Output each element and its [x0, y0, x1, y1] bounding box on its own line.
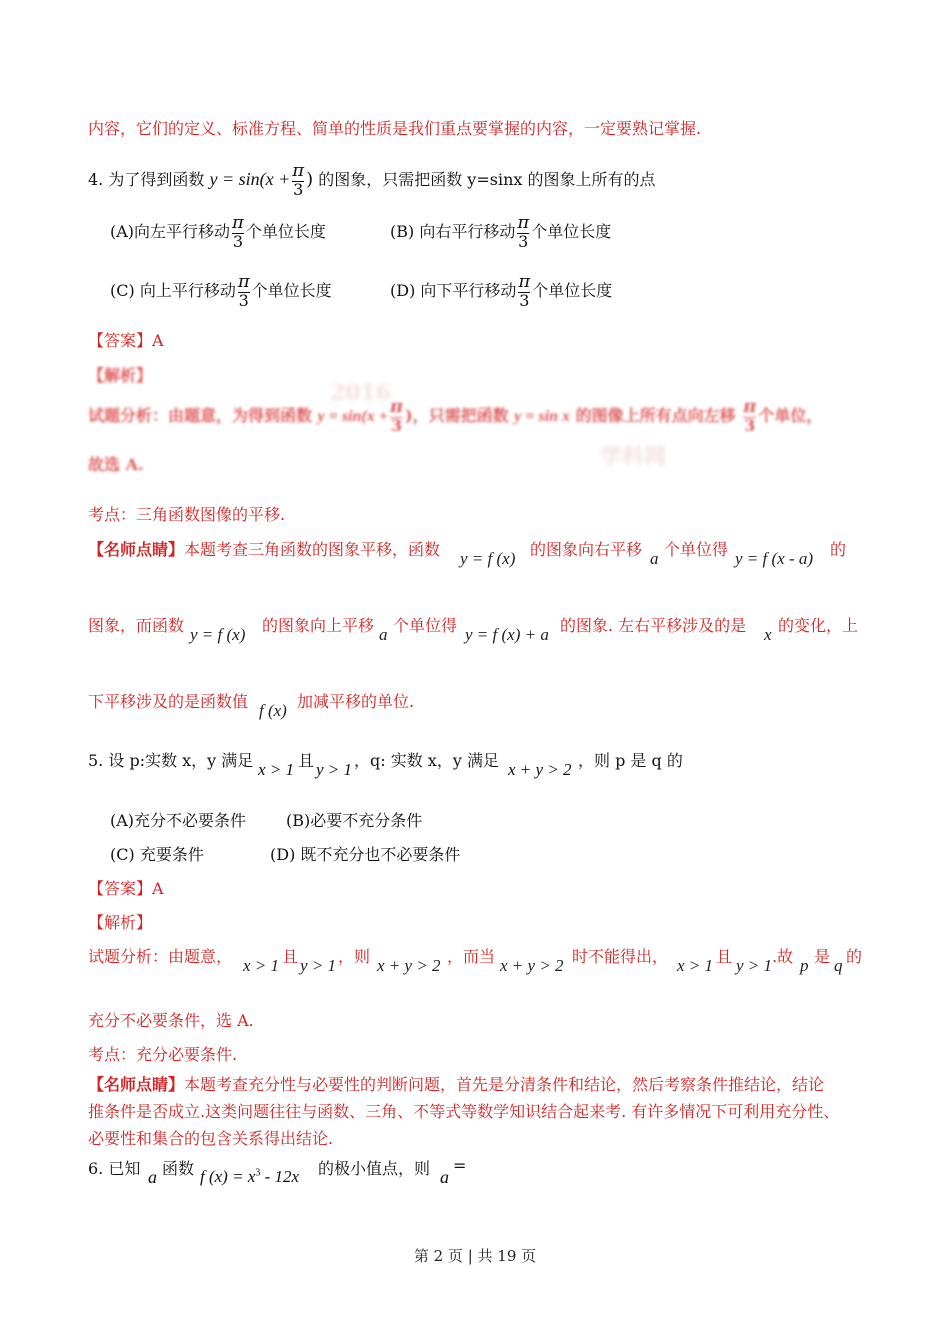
- q4-tip-text-2e: 的变化，上: [778, 616, 859, 635]
- q4-option-a: [110, 214, 326, 251]
- q4-tip-f2: y = f (x - a): [735, 549, 814, 568]
- q4-func: y = sin(x +: [209, 168, 291, 189]
- q5-tip-line2: 推条件是否成立.这类问题往往与函数、三角、不等式等数学知识结合起来考. 有许多情况下可利用充分性、: [88, 1102, 840, 1121]
- q4-tip-f1: y = f (x): [460, 549, 516, 568]
- q4-option-a-label: (A)向左平行移动: [110, 221, 231, 241]
- q4-analysis-prefix: 试题分析：由题意，为得到函数: [88, 405, 313, 425]
- q5-stem-c: ，则 p 是 q 的: [578, 751, 683, 770]
- q4-option-d-frac: $\frac{\pi}{3}$: [518, 271, 531, 310]
- q4-stem-prefix: 4. 为了得到函数: [88, 169, 205, 189]
- q5-an-sum2: x + y > 2: [500, 956, 564, 975]
- q5-an-x2: x > 1: [677, 956, 714, 975]
- q4-tip-fx: f (x): [259, 701, 287, 720]
- q5-analysis-line2: 充分不必要条件，选 A.: [88, 1011, 254, 1030]
- q4-frac-den: 3: [293, 179, 304, 199]
- q4-option-b-frac: $\frac{\pi}{3}$: [517, 212, 530, 251]
- q5-an-y1: y > 1: [300, 956, 337, 975]
- q4-tip-a: a: [650, 549, 659, 568]
- q4-tip-a2: a: [379, 625, 388, 644]
- q5-option-d: (D) 既不充分也不必要条件: [270, 845, 461, 864]
- q4-tip-text-3a: 下平移涉及的是函数值: [88, 692, 249, 711]
- q4-option-d-suffix: 个单位长度: [532, 280, 613, 300]
- q6-a2: a: [440, 1167, 449, 1187]
- q5-an-de: 的: [846, 947, 863, 966]
- q4-option-c-suffix: 个单位长度: [251, 280, 332, 300]
- q5-an-y2: y > 1: [736, 956, 773, 975]
- q5-stem-a: 5. 设 p:实数 x，y 满足: [88, 751, 254, 770]
- q5-an-qie1: 且: [282, 947, 299, 966]
- q5-kaodian: 考点：充分必要条件.: [88, 1045, 238, 1064]
- q5-cond-x: x > 1: [258, 760, 295, 779]
- q5-an-gu: .故: [772, 947, 794, 966]
- q4-option-a-suffix: 个单位长度: [245, 221, 326, 241]
- q4-stem-suffix: 的图象，只需把函数 y=sinx 的图象上所有的点: [318, 169, 656, 189]
- q4-tip-text-2b: 的图象向上平移: [262, 616, 375, 635]
- q4-tip-text-1c: 个单位得: [664, 540, 729, 559]
- q4-tip-line1: [88, 537, 440, 560]
- q4-option-b-suffix: 个单位长度: [531, 221, 612, 241]
- q4-tip-f1b: y = f (x): [190, 625, 246, 644]
- q4-analysis-func1: y = sin(x +: [317, 407, 388, 425]
- q5-an-q: q: [834, 956, 843, 975]
- q4-analysis-choice: 故选 A.: [88, 455, 144, 474]
- q4-tip-text-3b: 加减平移的单位.: [297, 692, 415, 711]
- q4-frac-num: π: [292, 160, 305, 181]
- q4-tip-label: 【名师点睛】: [88, 540, 185, 559]
- q4-answer: 【答案】A: [88, 331, 164, 350]
- q4-frac: [292, 162, 304, 199]
- q5-tip-line1: [88, 1072, 824, 1095]
- q4-option-c-frac: $\frac{\pi}{3}$: [237, 271, 250, 310]
- q5-an-x1: x > 1: [243, 956, 280, 975]
- q4-analysis-func2: y = sin x: [514, 407, 570, 425]
- q6-eq: =: [453, 1156, 467, 1175]
- q5-option-a: (A)充分不必要条件: [110, 811, 247, 830]
- q4-tip-x: x: [764, 625, 772, 644]
- q4-tip-text-2d: 的图象. 左右平移涉及的是: [560, 616, 747, 635]
- q5-tip-label: 【名师点睛】: [88, 1075, 185, 1094]
- q4-watermark-year: 2016: [330, 380, 392, 406]
- q5-analysis-title: 【解析】: [88, 913, 153, 932]
- q4-tip-text-2a: 图象，而函数: [88, 616, 185, 635]
- q4-option-d-label: (D) 向下平行移动: [390, 280, 517, 300]
- q5-option-b: (B)必要不充分条件: [286, 811, 423, 830]
- q5-qie: 且: [298, 751, 315, 770]
- q4-analysis-title: 【解析】: [88, 366, 153, 385]
- q5-tip-text-1: 本题考查充分性与必要性的判断问题，首先是分清条件和结论，然后考察条件推结论，结论: [184, 1075, 825, 1094]
- q4-tip-text-1d: 的: [830, 540, 847, 559]
- q6-stem-b: 函数: [162, 1159, 195, 1178]
- q5-an-er: ，而当: [447, 947, 496, 966]
- q4-kaodian: 考点：三角函数图像的平移.: [88, 505, 286, 524]
- q4-analysis-line1: 试题分析：由题意，为得到函数 y = sin(x + $\frac{\pi}{3}$ )，只需把函数 y = sin x 的图像上所有点向左移 $\frac{\pi}{3}$ 个单位，: [88, 396, 823, 435]
- q5-an-ze: ，则: [338, 947, 371, 966]
- q4-tip-text-1b: 的图象向右平移: [530, 540, 643, 559]
- page-footer: 第 2 页 | 共 19 页: [413, 1247, 537, 1265]
- q4-analysis-mid: ，只需把函数: [412, 405, 509, 425]
- q5-an-sum1: x + y > 2: [377, 956, 441, 975]
- q4-tip-text-1a: 本题考查三角函数的图象平移，函数: [184, 540, 441, 559]
- q6-func: [200, 1167, 299, 1187]
- q5-an-p: p: [800, 956, 809, 975]
- q6-func-tail: - 12x: [264, 1167, 300, 1186]
- intro-line: 内容，它们的定义、标准方程、简单的性质是我们重点要掌握的内容，一定要熟记掌握.: [88, 119, 702, 138]
- q5-tip-line3: 必要性和集合的包含关系得出结论.: [88, 1129, 334, 1148]
- q4-option-a-frac: $\frac{\pi}{3}$: [232, 212, 244, 251]
- q4-tip-f3: y = f (x) + a: [465, 625, 549, 644]
- q4-analysis-unit: 个单位，: [758, 405, 823, 425]
- q5-stem-b: ，q: 实数 x，y 满足: [354, 751, 499, 770]
- q6-func-main: f (x) = x: [200, 1167, 256, 1186]
- q5-answer: 【答案】A: [88, 879, 164, 898]
- q5-an-b: 时不能得出，: [572, 947, 669, 966]
- q4-tip-text-2c: 个单位得: [393, 616, 458, 635]
- q5-cond-y: y > 1: [316, 760, 353, 779]
- q4-watermark-brand: 学科网: [600, 444, 667, 470]
- q4-option-d: [390, 273, 612, 310]
- q4-option-c: [110, 273, 332, 310]
- q4-func-close: ): [306, 168, 314, 190]
- q6-stem-a: 6. 已知: [88, 1159, 141, 1178]
- q4-option-b: [390, 214, 611, 251]
- q4-analysis-tail: 的图像上所有点向左移: [575, 405, 736, 425]
- q5-analysis-a: 试题分析：由题意，: [88, 947, 233, 966]
- q5-an-shi: 是: [814, 947, 831, 966]
- q4-stem: [88, 162, 655, 199]
- q5-option-c: (C) 充要条件: [110, 845, 204, 864]
- q5-cond-sum: x + y > 2: [508, 760, 572, 779]
- q4-option-b-label: (B) 向右平行移动: [390, 221, 516, 241]
- q4-option-c-label: (C) 向上平行移动: [110, 280, 236, 300]
- q5-an-qie2: 且: [716, 947, 733, 966]
- q6-stem-c: 的极小值点，则: [318, 1159, 431, 1178]
- q6-func-exp: 3: [255, 1167, 261, 1179]
- q6-a: a: [148, 1167, 157, 1187]
